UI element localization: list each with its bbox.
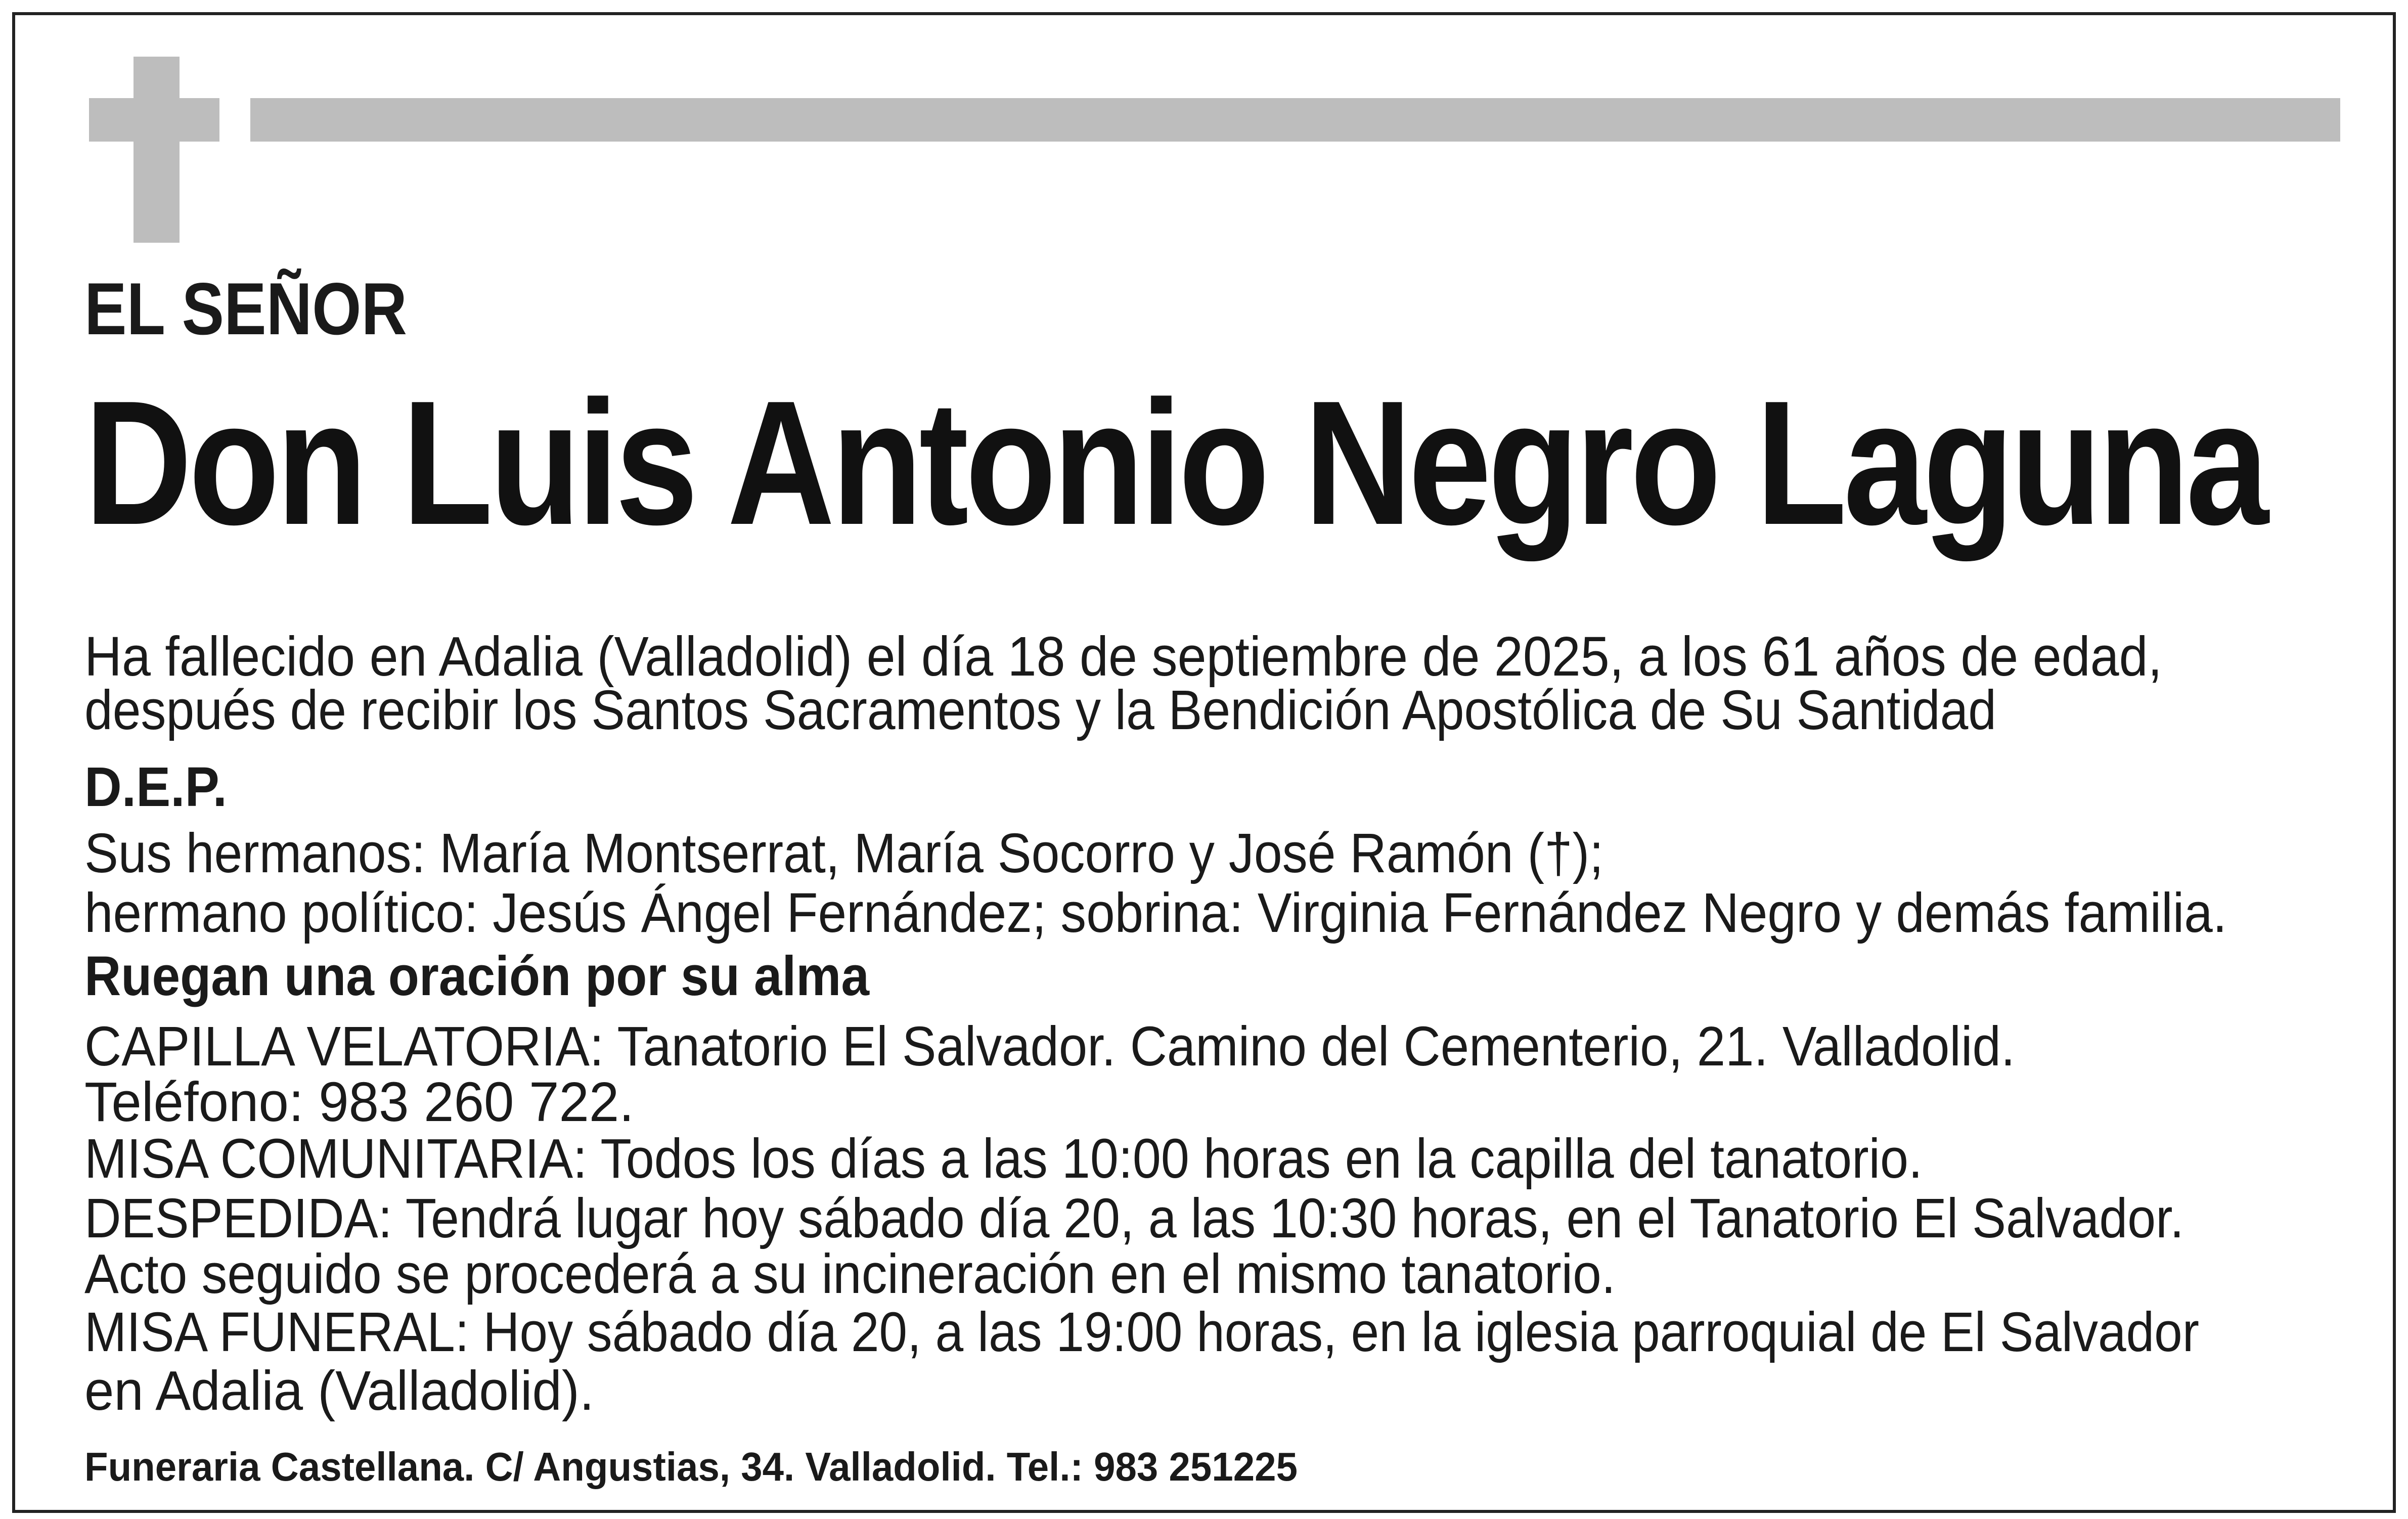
detail-line: Teléfono: 983 260 722. [84, 1071, 634, 1133]
detail-line: DESPEDIDA: Tendrá lugar hoy sábado día 20, a las 10:30 horas, en el Tanatorio El Salvador. [84, 1187, 2184, 1249]
funeral-home-footer: Funeraria Castellana. C/ Angustias, 34. Valladolid. Tel.: 983 251225 [84, 1444, 1298, 1489]
honorific: EL SEÑOR [84, 267, 407, 350]
detail-line: en Adalia (Valladolid). [84, 1360, 594, 1422]
detail-line: MISA FUNERAL: Hoy sábado día 20, a las 19:00 horas, en la iglesia parroquial de El Salvador [84, 1301, 2199, 1363]
family-line: hermano político: Jesús Ángel Fernández; sobrina: Virginia Fernández Negro y demás familia. [84, 882, 2227, 944]
deceased-name: Don Luis Antonio Negro Laguna [84, 364, 2265, 562]
detail-line: Acto seguido se procederá a su incineración en el mismo tanatorio. [84, 1243, 1616, 1305]
cross-icon-arm [89, 98, 219, 142]
prayer-request: Ruegan una oración por su alma [84, 945, 869, 1007]
rip-label: D.E.P. [84, 756, 227, 818]
death-info-line: después de recibir los Santos Sacramentos y la Bendición Apostólica de Su Santidad [84, 679, 1996, 741]
detail-line: CAPILLA VELATORIA: Tanatorio El Salvador. Camino del Cementerio, 21. Valladolid. [84, 1015, 2015, 1078]
header-bar [250, 98, 2340, 142]
family-line: Sus hermanos: María Montserrat, María Socorro y José Ramón (†); [84, 822, 1603, 884]
cross-icon [133, 57, 180, 243]
death-info-line: Ha fallecido en Adalia (Valladolid) el día 18 de septiembre de 2025, a los 61 años de edad, [84, 626, 2162, 688]
detail-line: MISA COMUNITARIA: Todos los días a las 10:00 horas en la capilla del tanatorio. [84, 1128, 1923, 1190]
